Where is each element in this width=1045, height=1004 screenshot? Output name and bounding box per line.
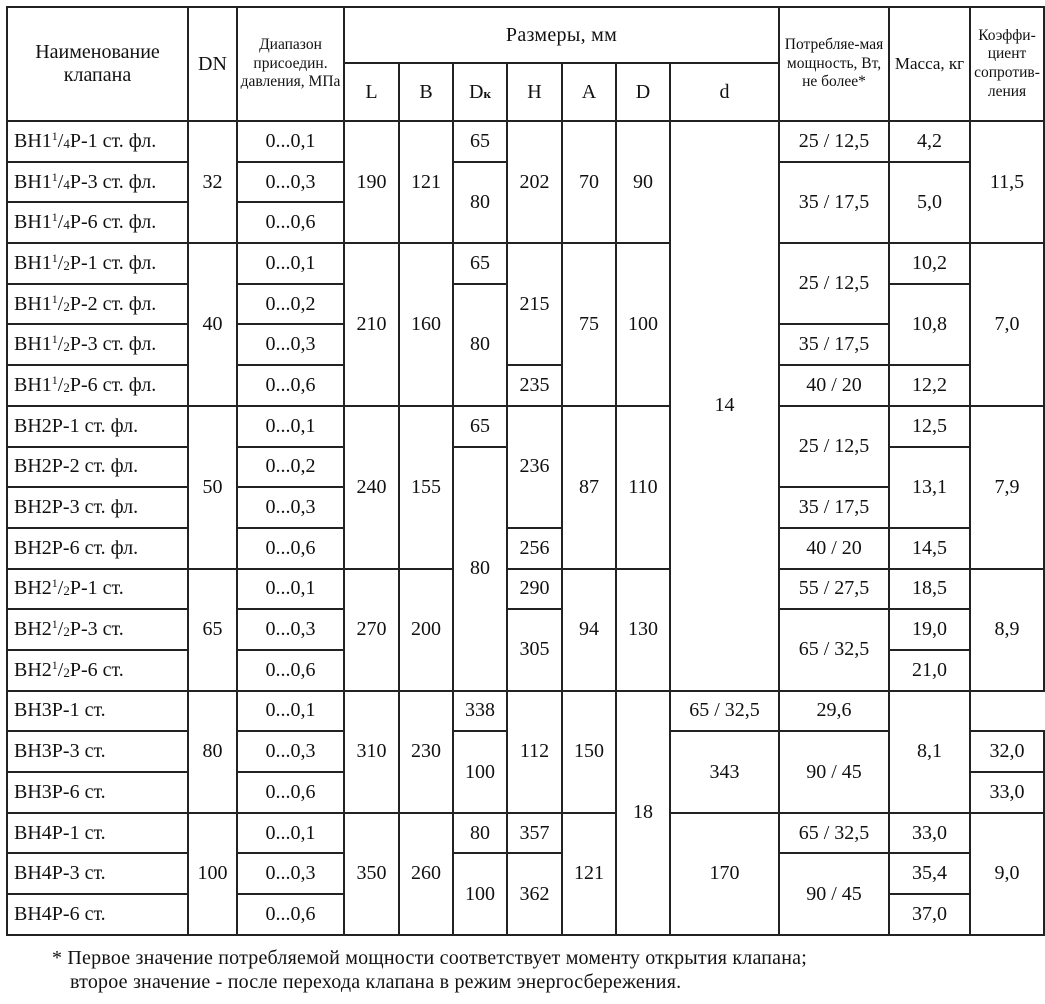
D-value: 130 [616,569,670,691]
pressure-range: 0...0,1 [237,813,344,854]
valve-name: $ВН2^1/_2Р-3$ ст. [7,609,188,650]
pressure-range: 0...0,1 [237,406,344,447]
table-row [7,121,1044,162]
D-value: 90 [616,121,670,243]
Dk-value: 100 [453,853,507,935]
coef-value: 8,9 [970,569,1044,691]
valve-name: $ВН1^1/_2Р-6$ ст. фл. [7,365,188,406]
footnote-line-2: второе значение - после перехода клапана в режим энергосбережения. [70,971,682,993]
header-L: L [344,63,399,121]
valve-name: ВН2Р-6 ст. фл. [7,528,188,569]
mass-value: 12,2 [889,365,970,406]
header-resistance-coef: Коэффи-циент сопротив-ления [970,7,1044,121]
pressure-range: 0...0,2 [237,447,344,488]
power-value: 65 / 32,5 [779,813,889,854]
mass-value: 21,0 [889,650,970,691]
valve-name: ВН3Р-1 ст. [7,691,188,732]
power-value: 90 / 45 [779,853,889,935]
H-value: 236 [507,406,562,528]
pressure-range: 0...0,3 [237,487,344,528]
D-value: 150 [562,691,616,813]
pressure-range: 0...0,3 [237,853,344,894]
mass-value: 10,2 [889,243,970,284]
footnote-line-1: * Первое значение потребляемой мощности соответствует моменту открытия клапана; [52,947,807,969]
A-value: 94 [562,569,616,691]
dn-value: 50 [188,406,237,569]
valve-name: $ВН2^1/_2Р-6$ ст. [7,650,188,691]
dn-value: 32 [188,121,237,243]
dn-value: 80 [188,691,237,813]
H-value: 362 [507,853,562,935]
A-value: 87 [562,406,616,569]
header-D: D [616,63,670,121]
header-B: B [399,63,453,121]
pressure-range: 0...0,1 [237,121,344,162]
D-value: 170 [670,813,779,935]
power-value: 25 / 12,5 [779,406,889,487]
H-value: 357 [507,813,562,854]
H-value: 256 [507,528,562,569]
valve-name: ВН3Р-3 ст. [7,731,188,772]
L-value: 350 [344,813,399,935]
pressure-range: 0...0,1 [237,569,344,610]
B-value: 155 [399,406,453,569]
pressure-range: 0...0,3 [237,324,344,365]
Dk-value: 100 [453,731,507,812]
pressure-range: 0...0,3 [237,162,344,203]
pressure-range: 0...0,3 [237,609,344,650]
power-value: 25 / 12,5 [779,121,889,162]
power-value: 25 / 12,5 [779,243,889,324]
table-row [7,853,1044,894]
D-value: 100 [616,243,670,406]
power-value: 35 / 17,5 [779,487,889,528]
mass-value: 18,5 [889,569,970,610]
pressure-range: 0...0,6 [237,202,344,243]
mass-value: 33,0 [889,813,970,854]
A-value: 75 [562,243,616,406]
D-value: 110 [616,406,670,569]
H-value: 290 [507,569,562,610]
A-value: 121 [562,813,616,935]
table-row [7,406,1044,447]
L-value: 210 [344,243,399,406]
power-value: 35 / 17,5 [779,162,889,243]
valve-name: $ВН1^1/_4Р-1$ ст. фл. [7,121,188,162]
mass-value: 29,6 [779,691,889,732]
Dk-value: 65 [453,243,507,284]
pressure-range: 0...0,6 [237,650,344,691]
header-dimensions: Размеры, мм [344,7,779,63]
pressure-range: 0...0,3 [237,731,344,772]
L-value: 270 [344,569,399,691]
B-value: 121 [399,121,453,243]
table-row [7,609,1044,650]
valve-name: ВН2Р-3 ст. фл. [7,487,188,528]
table-row [7,243,1044,284]
Dk-value: 65 [453,406,507,447]
valve-spec-table [6,6,1045,936]
pressure-range: 0...0,1 [237,691,344,732]
H-value: 235 [507,365,562,406]
table-row [7,813,1044,854]
power-value: 35 / 17,5 [779,324,889,365]
coef-value: 11,5 [970,121,1044,243]
pressure-range: 0...0,6 [237,365,344,406]
dn-value: 100 [188,813,237,935]
table-row [7,691,1044,732]
power-value: 90 / 45 [779,731,889,812]
B-value: 200 [399,569,453,691]
table-row [7,365,1044,406]
H-value: 305 [507,609,562,690]
Dk-value: 80 [453,447,507,691]
A-value: 70 [562,121,616,243]
header-name: Наименование клапана [7,7,188,121]
mass-value: 19,0 [889,609,970,650]
valve-name: ВН3Р-6 ст. [7,772,188,813]
dn-value: 65 [188,569,237,691]
valve-name: ВН4Р-3 ст. [7,853,188,894]
footnote [52,946,992,994]
Dk-value: 65 [453,121,507,162]
Dk-value: 80 [453,284,507,406]
H-value: 338 [453,691,507,732]
coef-value: 9,0 [970,813,1044,935]
header-mass: Масса, кг [889,7,970,121]
B-value: 160 [399,243,453,406]
pressure-range: 0...0,1 [237,243,344,284]
L-value: 310 [344,691,399,813]
valve-name: ВН4Р-1 ст. [7,813,188,854]
header-dn: DN [188,7,237,121]
mass-value: 10,8 [889,284,970,365]
Dk-value: 80 [453,162,507,243]
power-value: 65 / 32,5 [670,691,779,732]
L-value: 240 [344,406,399,569]
Dk-value: 80 [453,813,507,854]
valve-name: $ВН1^1/_2Р-2$ ст. фл. [7,284,188,325]
mass-value: 35,4 [889,853,970,894]
A-value: 112 [507,691,562,813]
L-value: 190 [344,121,399,243]
header-A: A [562,63,616,121]
valve-name: ВН2Р-1 ст. фл. [7,406,188,447]
valve-name: $ВН1^1/_4Р-6$ ст. фл. [7,202,188,243]
pressure-range: 0...0,6 [237,528,344,569]
table-row [7,528,1044,569]
valve-name: $ВН1^1/_4Р-3$ ст. фл. [7,162,188,203]
d-value: 14 [670,121,779,691]
power-value: 55 / 27,5 [779,569,889,610]
mass-value: 4,2 [889,121,970,162]
mass-value: 33,0 [970,772,1044,813]
pressure-range: 0...0,6 [237,894,344,935]
pressure-range: 0...0,6 [237,772,344,813]
mass-value: 14,5 [889,528,970,569]
table-row [7,569,1044,610]
mass-value: 12,5 [889,406,970,447]
H-value: 343 [670,731,779,812]
power-value: 40 / 20 [779,365,889,406]
header-power: Потребляе-мая мощность, Вт, не более* [779,7,889,121]
H-value: 202 [507,121,562,243]
header-H: H [507,63,562,121]
valve-name: $ВН1^1/_2Р-3$ ст. фл. [7,324,188,365]
header-pressure-range: Диапазон присоедин. давления, МПа [237,7,344,121]
valve-name: $ВН2^1/_2Р-1$ ст. [7,569,188,610]
header-Dk: Dк [453,63,507,121]
coef-value: 7,9 [970,406,1044,569]
dn-value: 40 [188,243,237,406]
B-value: 260 [399,813,453,935]
pressure-range: 0...0,2 [237,284,344,325]
coef-value: 8,1 [889,691,970,813]
B-value: 230 [399,691,453,813]
header-d: d [670,63,779,121]
power-value: 40 / 20 [779,528,889,569]
mass-value: 5,0 [889,162,970,243]
valve-name: ВН2Р-2 ст. фл. [7,447,188,488]
power-value: 65 / 32,5 [779,609,889,690]
H-value: 215 [507,243,562,365]
mass-value: 37,0 [889,894,970,935]
mass-value: 13,1 [889,447,970,528]
mass-value: 32,0 [970,731,1044,772]
d-value: 18 [616,691,670,935]
valve-name: ВН4Р-6 ст. [7,894,188,935]
coef-value: 7,0 [970,243,1044,406]
valve-name: $ВН1^1/_2Р-1$ ст. фл. [7,243,188,284]
